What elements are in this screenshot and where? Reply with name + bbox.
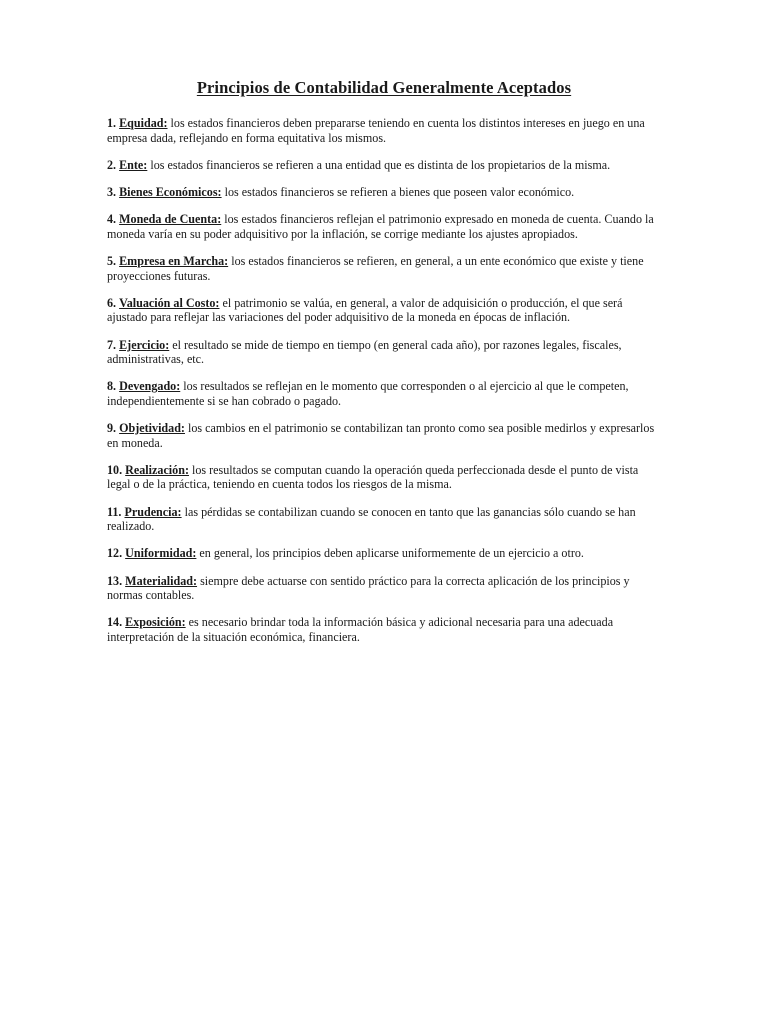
principle-term: Bienes Económicos: (119, 184, 222, 199)
principle-text: los estados financieros deben prepararse teniendo en cuenta los distintos intereses en juego en una empresa dada, reflejando en forma equitativa los mismos. (107, 116, 645, 145)
principle-number: 11. (107, 504, 122, 519)
principle-text: los resultados se reflejan en le momento que corresponden o al ejercicio al que le competen, independientemente si se han cobrado o pagado. (107, 379, 629, 408)
list-item (107, 463, 655, 492)
principle-number: 2. (107, 157, 117, 172)
principle-text: los estados financieros reflejan el patrimonio expresado en moneda de cuenta. Cuando la moneda varía en su poder adquisitivo por la inflación, se corrige mediante los ajustes apropiados. (107, 212, 654, 241)
list-item (107, 254, 655, 283)
list-item (107, 379, 655, 408)
principle-term: Empresa en Marcha: (119, 253, 229, 268)
list-item (107, 296, 655, 325)
principle-text: el patrimonio se valúa, en general, a valor de adquisición o producción, el que será ajustado para reflejar las variaciones del poder adquisitivo de la moneda en épocas de inflación. (107, 295, 623, 325)
list-item (107, 338, 655, 367)
principle-number: 8. (107, 379, 117, 394)
list-item (107, 158, 655, 173)
principle-text: los estados financieros se refieren a una entidad que es distinta de los propietarios de la misma. (150, 157, 611, 172)
list-item (107, 574, 655, 603)
list-item (107, 116, 655, 145)
document-title: Principios de Contabilidad Generalmente Aceptados (196, 78, 572, 97)
principle-term: Equidad: (119, 116, 168, 130)
principle-text: las pérdidas se contabilizan cuando se conocen en tanto que las ganancias sólo cuando se han realizado. (107, 504, 636, 534)
list-item (107, 546, 655, 561)
principle-term: Uniformidad: (125, 546, 197, 561)
principle-number: 4. (107, 212, 117, 227)
principle-number: 13. (107, 573, 123, 588)
principles-list (107, 116, 655, 657)
principle-number: 9. (107, 421, 117, 436)
principle-number: 14. (107, 615, 123, 630)
principle-number: 3. (107, 184, 117, 199)
principle-text: los estados financieros se refieren, en general, a un ente económico que existe y tiene proyecciones futuras. (107, 253, 644, 283)
principle-term: Valuación al Costo: (119, 295, 220, 310)
list-item (107, 615, 655, 644)
list-item (107, 421, 655, 450)
principle-number: 12. (107, 546, 123, 561)
principle-term: Ente: (119, 157, 148, 172)
principle-number: 5. (107, 253, 117, 268)
principle-term: Prudencia: (124, 504, 182, 519)
principle-term: Devengado: (119, 379, 181, 394)
principle-term: Moneda de Cuenta: (119, 212, 222, 227)
list-item (107, 212, 655, 241)
principle-number: 10. (107, 462, 123, 477)
principle-term: Exposición: (125, 615, 186, 630)
principle-term: Materialidad: (125, 573, 198, 588)
list-item (107, 185, 655, 200)
principle-term: Realización: (125, 462, 189, 477)
principle-text: los resultados se computan cuando la operación queda perfeccionada desde el punto de vista legal o de la práctica, teniendo en cuenta todos los riesgos de la misma. (107, 462, 639, 492)
principle-text: es necesario brindar toda la información básica y adicional necesaria para una adecuada interpretación de la situación económica, financiera. (107, 615, 614, 644)
principle-text: en general, los principios deben aplicarse uniformemente de un ejercicio a otro. (199, 546, 584, 561)
principle-number: 6. (107, 295, 117, 310)
principle-text: los cambios en el patrimonio se contabilizan tan pronto como sea posible medirlos y expresarlos en moneda. (107, 421, 655, 450)
principle-term: Ejercicio: (119, 337, 170, 352)
principle-number: 7. (107, 337, 117, 352)
principle-number: 1. (107, 116, 117, 130)
principle-term: Objetividad: (119, 421, 185, 436)
principle-text: los estados financieros se refieren a bienes que poseen valor económico. (224, 184, 575, 199)
principle-text: siempre debe actuarse con sentido práctico para la correcta aplicación de los principios y normas contables. (107, 573, 630, 603)
list-item (107, 505, 655, 534)
principle-text: el resultado se mide de tiempo en tiempo (en general cada año), por razones legales, fiscales, administrativas, etc. (107, 337, 622, 367)
